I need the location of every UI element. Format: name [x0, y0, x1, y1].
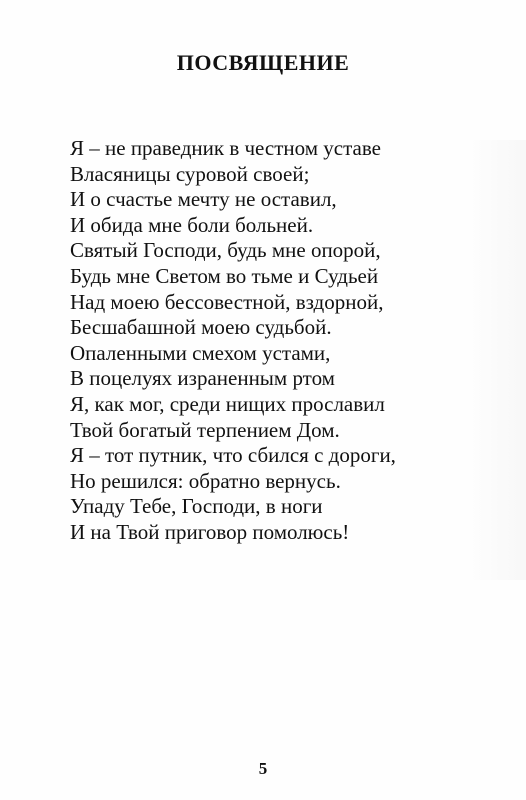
poem-line: Я – не праведник в честном уставе — [70, 136, 381, 160]
poem-line: В поцелуях израненным ртом — [70, 366, 335, 391]
poem-line: Твой богатый терпением Дом. — [70, 417, 340, 442]
page-number: 5 — [258, 759, 268, 778]
poem-line: Упаду Тебе, Господи, в ноги — [70, 494, 323, 519]
poem-line: Святый Господи, будь мне опорой, — [70, 238, 381, 263]
poem-line: Я – тот путник, что сбился с дороги, — [70, 443, 396, 468]
poem-body — [70, 136, 490, 546]
poem-line: И обида мне боли больней. — [70, 212, 314, 237]
poem-line: Власяницы суровой своей; — [70, 161, 310, 186]
poem-line: И о счастье мечту не оставил, — [70, 187, 337, 212]
poem-line: Опаленными смехом устами, — [70, 340, 331, 365]
poem-line: Будь мне Светом во тьме и Судьей — [70, 263, 379, 288]
page-title: ПОСВЯЩЕНИЕ — [176, 50, 350, 75]
poem-line: Но решился: обратно вернусь. — [70, 468, 341, 493]
poem-line: Над моею бессовестной, вздорной, — [70, 289, 384, 314]
poem-line: Бесшабашной моею судьбой. — [70, 315, 332, 340]
poem-line: Я, как мог, среди нищих прославил — [70, 391, 385, 416]
poem-line: И на Твой приговор помолюсь! — [70, 519, 350, 544]
